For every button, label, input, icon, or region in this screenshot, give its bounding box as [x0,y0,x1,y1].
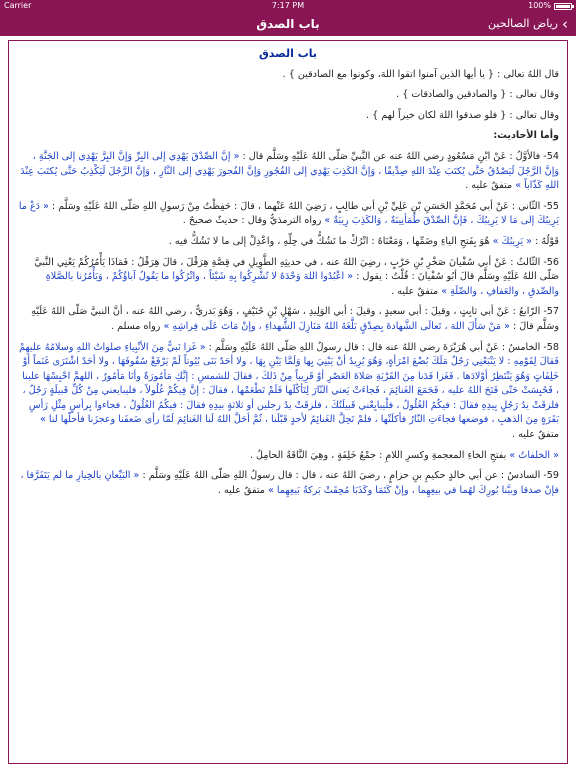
hadith-58 [17,341,559,443]
note-58-text: بفتحِ الخاءِ المعجمةِ وكسرِ اللامِ : جمْعُ خَلِفَةٍ ، وهِيَ النَّاقَةُ الحامِلُ . [249,449,507,461]
hadith-54-intro: 54- فالأوَّلُ : عَنْ ابْنِ مَسْعُودٍ رضي اللهُ عنه عن النَّبيِّ صَلّى اللهُ عَلَيْهِ وسَلَّم قال : [242,150,559,162]
status-time: 7:17 PM [271,1,305,10]
hadith-54-quote: « إنَّ الصِّدْقَ يَهْدِي إلى البِرِّ وَإنَّ البِرَّ يَهْدِي إلى الجَنَّةِ ، وَإنَّ الرَّجُلَ لَيَصْدُقُ حَتَّى يُكتَبَ عِنْدَ اللهِ صِدِّيقًا ، وَإنَّ الكَذِبَ يَهْدِي إلى الفُجُورِ وَإنَّ الفُجورَ يَهْدِي إلى النَّارِ ، وَإنَّ الرَّجُلَ لَيَكْذِبُ حَتَّى يُكتَبَ عِنْدَ اللهِ كَذّاباً » [20,150,559,192]
hadith-58-source: متفقٌ عليه . [512,429,559,441]
back-button-label: رياض الصالحين [488,17,558,30]
hadith-56-quote: « اعْبُدُوا اللهَ وَحْدَهُ لا تُشْرِكُوا بِهِ شَيْئاً ، واتْرُكُوا ما يَقُولُ آباؤُكُمْ ، وَيَأْمُرُنا بالصَّلاةِ والصِّدقِ ، والعَفافِ ، والصِّلَةِ » [45,271,559,297]
battery-status [528,0,572,12]
note-55-text: هُوَ بِفَتحِ الياءِ وضَمِّها ، وَمَعْنَاهُ : اتْرُكْ ما تَشُكُّ في حِلِّهِ ، واعْدِلْ إلى ما لا تَشُكُّ فيه . [168,235,490,247]
hadith-54-source: متفقٌ عليه . [465,180,513,192]
back-button[interactable] [488,12,568,36]
verse-3: وقال تعالى : { فلو صدقوا اللهَ لكان خيراً لهم } . [365,109,559,121]
hadith-57-intro: 57- الرّابعُ : عَنْ أبي ثابِتٍ ، وقيلَ : أبي سعيدٍ ، وقيلَ : أبي الوَلِيدِ ، سَهْلِ بْنِ حُنَيْفٍ ، وَهُوَ بَدريٌّ ، رضي اللهُ عنه ، أنَّ النبيَّ صَلّى اللهُ عَلَيْهِ وسَلَّم قالَ : [31,306,559,332]
hadith-57-quote: « مَنْ سَأَلَ اللهَ ، تَعالَى الشَّهادةَ بِصِدْقٍ بَلَّغَهُ اللهُ مَنَازِلَ الشُّهداءِ ، وإنْ مَاتَ عَلَى فِراشِهِ » [163,320,510,332]
hadith-58-note [17,449,559,464]
hadith-58-quote: « غَزا نَبيٌّ مِنَ الأنْبِياءِ صلواتُ اللهِ وسلامُهُ عليهِمْ فَقالَ لِقَوْمِهِ : لا يَتْبَعْنِي رَجُلٌ مَلَكَ بُضْعَ امْرَأةٍ، وَهُوَ يُرِيدُ أنْ يَبْنِيَ بِها وَلَمَّا يَبْنِ بِهَا ، ولا أحَدٌ بَنَى بُيُوتاً لَمْ يَرْفَعْ سُقُوفَهَا ، ولا أحَدٌ اشْتَرَى غَنَماً أوْ خَلِفَاتٍ وَهُوَ يَنْتَظِرُ أوْلادَها . فَغَزا فَدَنا مِنَ القَرْيَةِ صَلاةَ العَصْرِ أوْ قَرِيباً مِنْ ذَلكَ ، فقالَ للشمسِ : إنَّكِ مَأمُورَةٌ وأنَا مَأمُورٌ ، اللهمَّ احْبِسْهَا علينا ، فَحُبِسَتْ حَتّى فَتَحَ اللهُ عليه ، فَجَمَعَ الغَنائِمَ ، فَجاءَتْ يَعني النّارَ لِتَأكُلَها فَلَمْ تَطْعَمْها ، فقالَ : إنَّ فِيكُمْ غُلُولاً ، فليبايعني مِنْ كُلِّ قَبيلَةٍ رَجُلٌ ، فلزقَتْ يدُ رَجُلٍ بِيدِهِ فقالَ : فيكُمُ الغُلُولُ ، فلْيبايِعْني قَبيلَتُكَ ، فلزقَتْ يدُ رجلين أو ثلاثةٍ بيدِهِ فقالَ : فيكُمُ الغُلُولُ ، فجاءوا بِرأسٍ مِثْلِ رَأسِ بَقَرَةٍ مِنَ الذهبِ ، فوضعها فجاءَتِ النّارُ فأكلَتْها ، فلمْ تَحِلَّ الغَنائِمُ لأحدٍ قَبْلَنا ، ثُمَّ أحَلَّ اللهُ لَنا الغَنائِمَ لَمّا رأى ضَعفَنا وعجزَنا فأحلّها لنا » [19,341,559,426]
verse-1: قال اللهُ تعالى : { يا أيها الذين آمنوا اتقوا اللهَ، وكونوا مع الصادقين } . [282,68,559,80]
nav-bar [0,12,576,36]
chevron-right-icon: › [562,15,568,33]
verse-2: وقال تعالى : { والصادقين والصادقات } . [396,89,559,101]
hadith-59-quote: « البَيِّعانِ بالخِيارِ ما لم يَتَفَرَّقا ، فإنْ صدقا وبيَّنا بُورِكَ لهُما في بيعِهِما ، وإنْ كَتَمَا وكَذَبَا مُحِقَتْ بَركةُ بَيعِهِما » [20,470,559,496]
battery-percent: 100% [528,1,551,10]
hadith-55-note [17,235,559,250]
battery-icon [554,3,572,10]
hadith-56 [17,256,559,300]
note-55-term: « يَرِيبُكَ » [492,235,533,247]
note-55-intro: قَوْلُهُ : [535,235,559,247]
hadith-58-intro: 58- الخامسُ : عَنْ أبي هُرَيْرَةَ رضي اللهُ عنه قال : قال رسولُ اللهِ صَلّى اللهُ عَلَيْهِ وسَلَّم : [208,341,559,353]
hadith-57 [17,305,559,334]
hadith-56-intro: 56- الثّالثُ : عَنْ أبي سُفْيانَ صَخْرِ بْنِ حَرْبٍ ، رضِيَ اللهُ عنه ، في حديثِهِ الطَّوِيلِ في قِصَّةِ هِرَقْلَ ، قالَ هِرَقْلُ : فَمَاذَا يَأْمُرُكُمْ يَعْنِي النَّبيَّ صَلّى اللهُ عَلَيْهِ وسَلَّم قالَ أبُو سُفْيانَ : قُلْتُ : يقول : [34,256,559,283]
hadith-55-intro: 55- الثّاني : عَنْ أبي مُحَمَّدٍ الحَسَنِ بْنِ عَلِيِّ بْنِ أبي طالِبٍ ، رَضِيَ اللهُ عَنْهما ، قالَ : حَفِظْتُ مِنْ رَسولِ اللهِ صَلّى اللهُ عَلَيْهِ وسَلَّم : [51,200,559,212]
hadith-55 [17,200,559,229]
hadith-57-source: رواه مسلم . [111,320,161,332]
status-bar [0,0,576,12]
battery-fill [556,5,570,8]
hadith-59-source: متفقٌ عليه . [217,484,265,496]
hadith-section-title: وأما الأحاديث: [493,130,559,142]
chapter-content[interactable] [8,40,568,764]
page-title: باب الصدق [256,17,320,31]
chapter-heading: باب الصدق [258,47,318,60]
note-58-term: « الخلفاتُ » [509,449,559,461]
hadith-55-source: رواه الترمذيُّ وقال : حديثٌ صحيحٌ . [182,215,322,227]
carrier-label: Carrier [4,1,32,10]
hadith-59 [17,469,559,498]
hadith-56-source: متفقٌ عليه . [391,285,439,297]
hadith-54 [17,150,559,194]
hadith-59-intro: 59- السادسُ : عن أبي خالدٍ حكيمِ بنِ حزامٍ ، رضيَ اللهُ عنه ، قال : قال رسولُ اللهِ صَلّى اللهُ عَلَيْهِ وسَلَّم : [142,470,559,482]
hadith-55-quote: « دَعْ ما يَرِيبُكَ إلى مَا لا يَرِيبُكَ ، فَإنَّ الصِّدْقَ طُمَأنِينَةٌ ، وَالكَذِبَ رِيبَةٌ » [18,200,559,227]
